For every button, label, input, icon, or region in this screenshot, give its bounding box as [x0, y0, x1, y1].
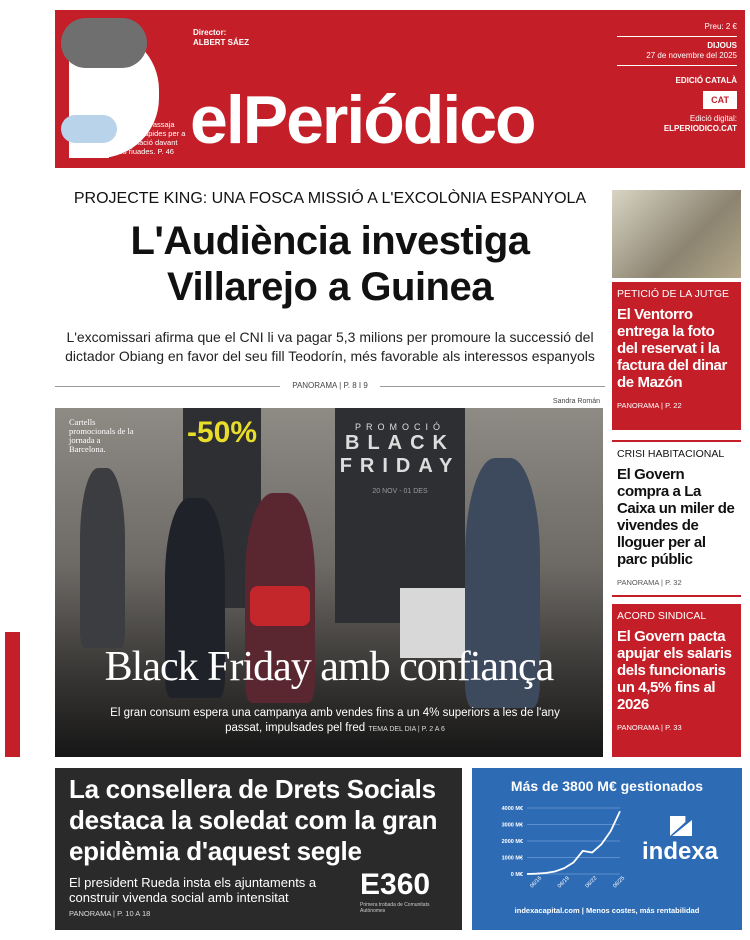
page-edge-marker	[5, 632, 20, 757]
x-tick-label: 06/22	[584, 875, 599, 890]
digital-url[interactable]: ELPERIODICO.CAT	[663, 124, 737, 133]
sign-promo: PROMOCIÓ	[354, 422, 445, 432]
date: 27 de novembre del 2025	[646, 51, 737, 60]
story-section: PANORAMA | P. 22	[617, 401, 682, 410]
lead-deck: L'excomissari afirma que el CNI li va pagar 5,3 milions per promoure la successió del dictador Obiang en favor del seu fill Teodorín, més favorable als interessos espanyols	[65, 329, 595, 364]
masthead	[55, 10, 745, 168]
ad-title: Más de 3800 M€ gestionados	[510, 778, 704, 794]
director-name: ALBERT SÁEZ	[193, 38, 249, 47]
photo-tag: TEMA DEL DIA | P. 2 A 6	[368, 726, 445, 733]
photo-deck-text: El gran consum espera una campanya amb vendes fins a un 4% superiors a les de l'any passat, impulsades pel fred	[110, 707, 560, 734]
ad-footer: indexacapital.com | Menos costes, más rentabilidad	[514, 906, 700, 915]
price: Preu: 2 €	[704, 22, 737, 31]
story-section: PANORAMA | P. 33	[617, 723, 682, 732]
story-kicker: CRISI HABITACIONAL	[617, 448, 725, 460]
story-headline[interactable]: El Ventorro entrega la foto del reservat i la factura del dinar de Mazón	[617, 306, 727, 391]
director	[193, 28, 249, 48]
y-tick-label: 4000 M€	[501, 806, 523, 812]
y-tick-label: 2000 M€	[501, 839, 523, 845]
red-handbag	[250, 586, 310, 626]
ventorro-room-photo[interactable]	[612, 190, 741, 278]
sidebar-story[interactable]	[612, 282, 741, 430]
sign-friday: FRIDAY	[339, 455, 461, 477]
cloud-icon	[61, 18, 147, 68]
story-headline[interactable]: El Govern pacta apujar els salaris dels funcionaris un 4,5% fins al 2026	[617, 628, 732, 713]
edition-button[interactable]: CAT	[703, 91, 737, 109]
y-tick-label: 3000 M€	[501, 822, 523, 829]
photo-caption: Cartells promocionals de la jornada a Barcelona.	[69, 417, 134, 454]
teaser-text[interactable]: Catalunya assaja alertes ràpides per a la població davant les riuades. P. 46	[117, 120, 186, 156]
e360-subtitle: Primera trobada de Comunitats Autònomes	[360, 902, 430, 914]
aum-line	[527, 811, 620, 874]
lead-kicker: PROJECTE KING: UNA FOSCA MISSIÓ A L'EXCOLÒNIA ESPANYOLA	[73, 190, 587, 207]
x-tick-label: 06/25	[612, 875, 627, 890]
bottom-headline[interactable]: La consellera de Drets Socials destaca la soledat com la gran epidèmia d'aquest segle	[69, 774, 438, 866]
digital-label: Edició digital:	[689, 114, 737, 123]
edition-label: EDICIÓ CATALÀ	[675, 76, 737, 85]
discount-text: -50%	[186, 416, 258, 449]
black-friday-photo[interactable]	[55, 408, 603, 757]
bottom-section: PANORAMA | P. 10 A 18	[69, 909, 151, 918]
pedestrian	[80, 468, 125, 648]
sidebar-story[interactable]	[612, 604, 741, 757]
story-kicker: ACORD SINDICAL	[617, 610, 707, 622]
story-section: PANORAMA | P. 32	[617, 578, 682, 587]
photo-headline[interactable]: Black Friday amb confiança	[104, 644, 554, 690]
e360-logo-text: E360	[360, 868, 431, 901]
flood-water-icon	[61, 115, 117, 143]
story-headline[interactable]: El Govern compra a La Caixa un miler de vivendes de lloguer per al parc públic	[617, 466, 735, 568]
photo-deck	[95, 706, 575, 737]
bottom-story[interactable]	[55, 768, 462, 930]
x-tick-label: 06/19	[556, 875, 571, 890]
x-tick-label: 06/16	[529, 875, 544, 890]
story-kicker: PETICIÓ DE LA JUTGE	[617, 288, 730, 300]
e360-logo	[360, 868, 450, 914]
director-label: Director:	[193, 28, 227, 37]
ad-chart	[472, 798, 632, 908]
issue-info	[617, 22, 737, 134]
photo-credit: Sandra Román	[552, 398, 600, 405]
sign-dates: 20 NOV - 01 DES	[372, 488, 428, 495]
y-tick-label: 1000 M€	[501, 855, 523, 862]
bottom-deck: El president Rueda insta els ajuntaments a construir vivenda social amb intensitat	[69, 875, 317, 905]
indexa-ad[interactable]	[472, 768, 742, 930]
sidebar-story[interactable]	[612, 440, 741, 592]
lead-headline[interactable]: L'Audiència investiga Villarejo a Guinea	[130, 219, 530, 309]
y-tick-label: 0 M€	[510, 872, 523, 878]
weekday: DIJOUS	[707, 41, 737, 50]
ad-brand: indexa	[642, 838, 719, 865]
newspaper-logo[interactable]: elPeriódico	[190, 82, 535, 158]
lead-section: PANORAMA | P. 8 I 9	[55, 381, 605, 390]
sign-black: BLACK	[345, 432, 455, 454]
